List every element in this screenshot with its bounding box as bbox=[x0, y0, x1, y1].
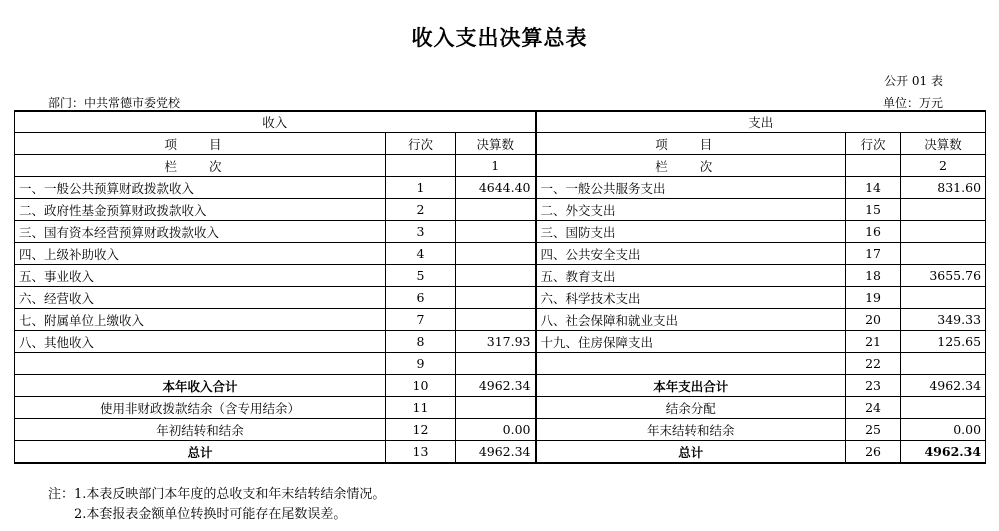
section-header-row bbox=[15, 111, 986, 133]
table-row bbox=[15, 419, 986, 441]
table-row bbox=[15, 221, 986, 243]
income-amount bbox=[456, 243, 536, 265]
expense-row-no: 26 bbox=[846, 441, 901, 464]
income-item-label bbox=[15, 353, 386, 375]
income-item-label: 一、一般公共预算财政拨款收入 bbox=[15, 177, 386, 199]
income-row-no: 5 bbox=[386, 265, 456, 287]
table-row bbox=[15, 199, 986, 221]
expense-item-label: 六、科学技术支出 bbox=[536, 287, 846, 309]
income-section-header: 收入 bbox=[15, 111, 536, 133]
expense-subtotal-label: 本年支出合计 bbox=[536, 375, 846, 397]
column-header-row bbox=[15, 133, 986, 155]
expense-section-header: 支出 bbox=[536, 111, 986, 133]
income-item-label: 二、政府性基金预算财政拨款收入 bbox=[15, 199, 386, 221]
income-row-no-header: 行次 bbox=[386, 133, 456, 155]
form-number: 公开 01 表 bbox=[884, 74, 943, 88]
table-row bbox=[15, 397, 986, 419]
income-amount bbox=[456, 265, 536, 287]
expense-amount bbox=[901, 221, 986, 243]
column-index-row bbox=[15, 155, 986, 177]
income-amount: 4962.34 bbox=[456, 375, 536, 397]
income-item-label: 七、附属单位上缴收入 bbox=[15, 309, 386, 331]
expense-row-no: 18 bbox=[846, 265, 901, 287]
expense-item-label: 三、国防支出 bbox=[536, 221, 846, 243]
income-row-no: 1 bbox=[386, 177, 456, 199]
expense-row-no: 17 bbox=[846, 243, 901, 265]
expense-row-no: 22 bbox=[846, 353, 901, 375]
subtotal-row bbox=[15, 375, 986, 397]
income-item-label: 使用非财政拨款结余（含专用结余） bbox=[15, 397, 386, 419]
department-label: 部门：中共常德市委党校 bbox=[48, 96, 181, 110]
expense-item-label: 八、社会保障和就业支出 bbox=[536, 309, 846, 331]
grand-total-row bbox=[15, 441, 986, 464]
income-total-amount: 4962.34 bbox=[456, 441, 536, 464]
expense-row-no: 14 bbox=[846, 177, 901, 199]
expense-column-label: 栏 次 bbox=[536, 155, 846, 177]
income-item-label: 年初结转和结余 bbox=[15, 419, 386, 441]
expense-item-label: 一、一般公共服务支出 bbox=[536, 177, 846, 199]
income-column-blank bbox=[386, 155, 456, 177]
income-amount bbox=[456, 353, 536, 375]
income-row-no: 12 bbox=[386, 419, 456, 441]
expense-item-label: 年末结转和结余 bbox=[536, 419, 846, 441]
page-title: 收入支出决算总表 bbox=[411, 26, 588, 50]
table-row bbox=[15, 353, 986, 375]
expense-amount: 3655.76 bbox=[901, 265, 986, 287]
income-row-no: 9 bbox=[386, 353, 456, 375]
income-amount bbox=[456, 221, 536, 243]
table-row bbox=[15, 243, 986, 265]
income-item-label: 四、上级补助收入 bbox=[15, 243, 386, 265]
expense-row-no: 23 bbox=[846, 375, 901, 397]
expense-column-blank bbox=[846, 155, 901, 177]
income-amount: 0.00 bbox=[456, 419, 536, 441]
unit-label: 单位：万元 bbox=[882, 96, 943, 110]
income-column-index: 1 bbox=[456, 155, 536, 177]
expense-amount: 4962.34 bbox=[901, 375, 986, 397]
income-expense-table bbox=[14, 110, 986, 464]
footnotes bbox=[48, 485, 385, 525]
expense-item-label bbox=[536, 353, 846, 375]
income-item-label: 八、其他收入 bbox=[15, 331, 386, 353]
income-subtotal-label: 本年收入合计 bbox=[15, 375, 386, 397]
income-column-label: 栏 次 bbox=[15, 155, 386, 177]
table-row bbox=[15, 287, 986, 309]
expense-item-label: 结余分配 bbox=[536, 397, 846, 419]
income-item-label: 三、国有资本经营预算财政拨款收入 bbox=[15, 221, 386, 243]
income-amount: 317.93 bbox=[456, 331, 536, 353]
expense-row-no: 25 bbox=[846, 419, 901, 441]
footnote-2: 2.本套报表金额单位转换时可能存在尾数误差。 bbox=[74, 507, 347, 522]
expense-item-label: 五、教育支出 bbox=[536, 265, 846, 287]
income-amount bbox=[456, 397, 536, 419]
income-item-header: 项 目 bbox=[15, 133, 386, 155]
expense-amount: 831.60 bbox=[901, 177, 986, 199]
expense-amount: 349.33 bbox=[901, 309, 986, 331]
income-row-no: 11 bbox=[386, 397, 456, 419]
table-row bbox=[15, 309, 986, 331]
expense-row-no: 19 bbox=[846, 287, 901, 309]
income-row-no: 8 bbox=[386, 331, 456, 353]
expense-amount bbox=[901, 397, 986, 419]
income-amount bbox=[456, 287, 536, 309]
expense-column-index: 2 bbox=[901, 155, 986, 177]
expense-amount bbox=[901, 199, 986, 221]
income-item-label: 五、事业收入 bbox=[15, 265, 386, 287]
income-item-label: 六、经营收入 bbox=[15, 287, 386, 309]
footnote-1: 注：1.本表反映部门本年度的总收支和年末结转结余情况。 bbox=[48, 487, 386, 502]
expense-amount bbox=[901, 353, 986, 375]
expense-row-no: 16 bbox=[846, 221, 901, 243]
income-amount bbox=[456, 199, 536, 221]
expense-row-no: 21 bbox=[846, 331, 901, 353]
table-row bbox=[15, 177, 986, 199]
income-row-no: 4 bbox=[386, 243, 456, 265]
expense-amount: 125.65 bbox=[901, 331, 986, 353]
expense-row-no-header: 行次 bbox=[846, 133, 901, 155]
expense-row-no: 24 bbox=[846, 397, 901, 419]
income-row-no: 10 bbox=[386, 375, 456, 397]
expense-item-header: 项 目 bbox=[536, 133, 846, 155]
income-row-no: 6 bbox=[386, 287, 456, 309]
expense-amount-header: 决算数 bbox=[901, 133, 986, 155]
expense-amount bbox=[901, 243, 986, 265]
income-total-label: 总计 bbox=[15, 441, 386, 464]
income-row-no: 3 bbox=[386, 221, 456, 243]
expense-item-label: 四、公共安全支出 bbox=[536, 243, 846, 265]
income-amount: 4644.40 bbox=[456, 177, 536, 199]
income-amount bbox=[456, 309, 536, 331]
expense-row-no: 15 bbox=[846, 199, 901, 221]
expense-total-label: 总计 bbox=[536, 441, 846, 464]
income-row-no: 7 bbox=[386, 309, 456, 331]
income-row-no: 13 bbox=[386, 441, 456, 464]
expense-total-amount: 4962.34 bbox=[901, 441, 986, 464]
income-row-no: 2 bbox=[386, 199, 456, 221]
table-row bbox=[15, 265, 986, 287]
expense-item-label: 二、外交支出 bbox=[536, 199, 846, 221]
expense-row-no: 20 bbox=[846, 309, 901, 331]
expense-amount bbox=[901, 287, 986, 309]
table-row bbox=[15, 331, 986, 353]
expense-amount: 0.00 bbox=[901, 419, 986, 441]
expense-item-label: 十九、住房保障支出 bbox=[536, 331, 846, 353]
income-amount-header: 决算数 bbox=[456, 133, 536, 155]
